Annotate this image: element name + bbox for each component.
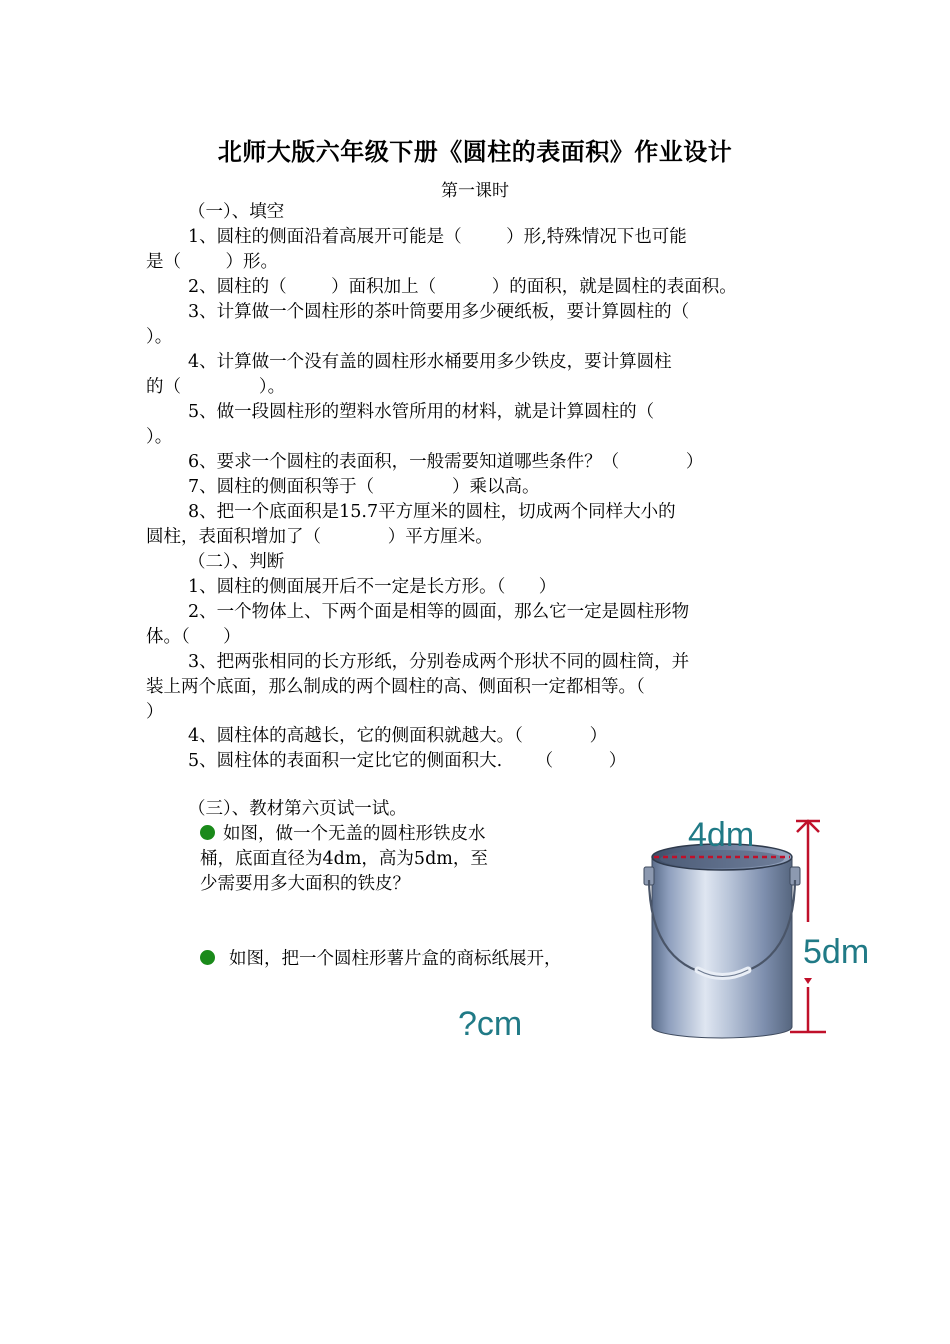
fill-question-6: 6、要求一个圆柱的表面积，一般需要知道哪些条件？（ ） <box>188 452 704 472</box>
fill-question-3-cont: ）。 <box>146 327 173 347</box>
fill-question-2: 2、圆柱的（ ）面积加上（ ）的面积，就是圆柱的表面积。 <box>188 277 737 297</box>
fill-question-3: 3、计算做一个圆柱形的茶叶筒要用多少硬纸板，要计算圆柱的（ <box>188 302 690 322</box>
judge-question-3-cont: 装上两个底面，那么制成的两个圆柱的高、侧面积一定都相等。（ <box>146 677 645 697</box>
fill-question-1-cont: 是（ ）形。 <box>146 252 279 272</box>
lesson-subtitle: 第一课时 <box>441 181 509 201</box>
textbook-question-1 <box>200 822 486 847</box>
textbook-question-2-text: 如图，把一个圆柱形薯片盒的商标纸展开， <box>229 949 562 969</box>
judge-question-3: 3、把两张相同的长方形纸，分别卷成两个形状不同的圆柱筒，并 <box>188 652 690 672</box>
fill-question-8: 8、把一个底面积是15.7平方厘米的圆柱，切成两个同样大小的 <box>188 502 676 522</box>
section-heading-judge: （二）、判断 <box>188 552 285 572</box>
fill-question-5-cont: ）。 <box>146 427 173 447</box>
fill-question-5: 5、做一段圆柱形的塑料水管所用的材料，就是计算圆柱的（ <box>188 402 655 422</box>
judge-question-3-cont2: ） <box>146 702 164 722</box>
height-dimension-marker <box>770 812 830 1037</box>
section-heading-textbook: （三）、教材第六页试一试。 <box>188 799 407 819</box>
bullet-icon <box>200 825 215 840</box>
fill-question-7: 7、圆柱的侧面积等于（ ）乘以高。 <box>188 477 540 497</box>
page-title: 北师大版六年级下册《圆柱的表面积》作业设计 <box>217 138 733 166</box>
height-label: 5dm <box>803 933 870 971</box>
textbook-question-2 <box>200 947 562 972</box>
fill-question-4: 4、计算做一个没有盖的圆柱形水桶要用多少铁皮，要计算圆柱 <box>188 352 672 372</box>
judge-question-2-cont: 体。（ ） <box>146 627 241 647</box>
diameter-label: 4dm <box>688 816 755 854</box>
fill-question-1: 1、圆柱的侧面沿着高展开可能是（ ）形,特殊情况下也可能 <box>188 227 687 247</box>
bullet-icon <box>200 950 215 965</box>
judge-question-2: 2、一个物体上、下两个面是相等的圆面，那么它一定是圆柱形物 <box>188 602 690 622</box>
judge-question-5: 5、圆柱体的表面积一定比它的侧面积大. （ ） <box>188 751 627 771</box>
unknown-length-label: ?cm <box>458 1005 523 1043</box>
section-heading-fill-blank: （一）、填空 <box>188 202 285 222</box>
textbook-question-1-text: 如图，做一个无盖的圆柱形铁皮水 <box>223 824 486 844</box>
judge-question-4: 4、圆柱体的高越长，它的侧面积就越大。（ ） <box>188 726 608 746</box>
judge-question-1: 1、圆柱的侧面展开后不一定是长方形。（ ） <box>188 577 557 597</box>
textbook-question-1-cont2: 少需要用多大面积的铁皮？ <box>200 874 410 894</box>
textbook-question-1-cont: 桶，底面直径为4dm，高为5dm，至 <box>200 849 488 869</box>
fill-question-8-cont: 圆柱，表面积增加了（ ）平方厘米。 <box>146 527 493 547</box>
fill-question-4-cont: 的（ ）。 <box>146 377 286 397</box>
